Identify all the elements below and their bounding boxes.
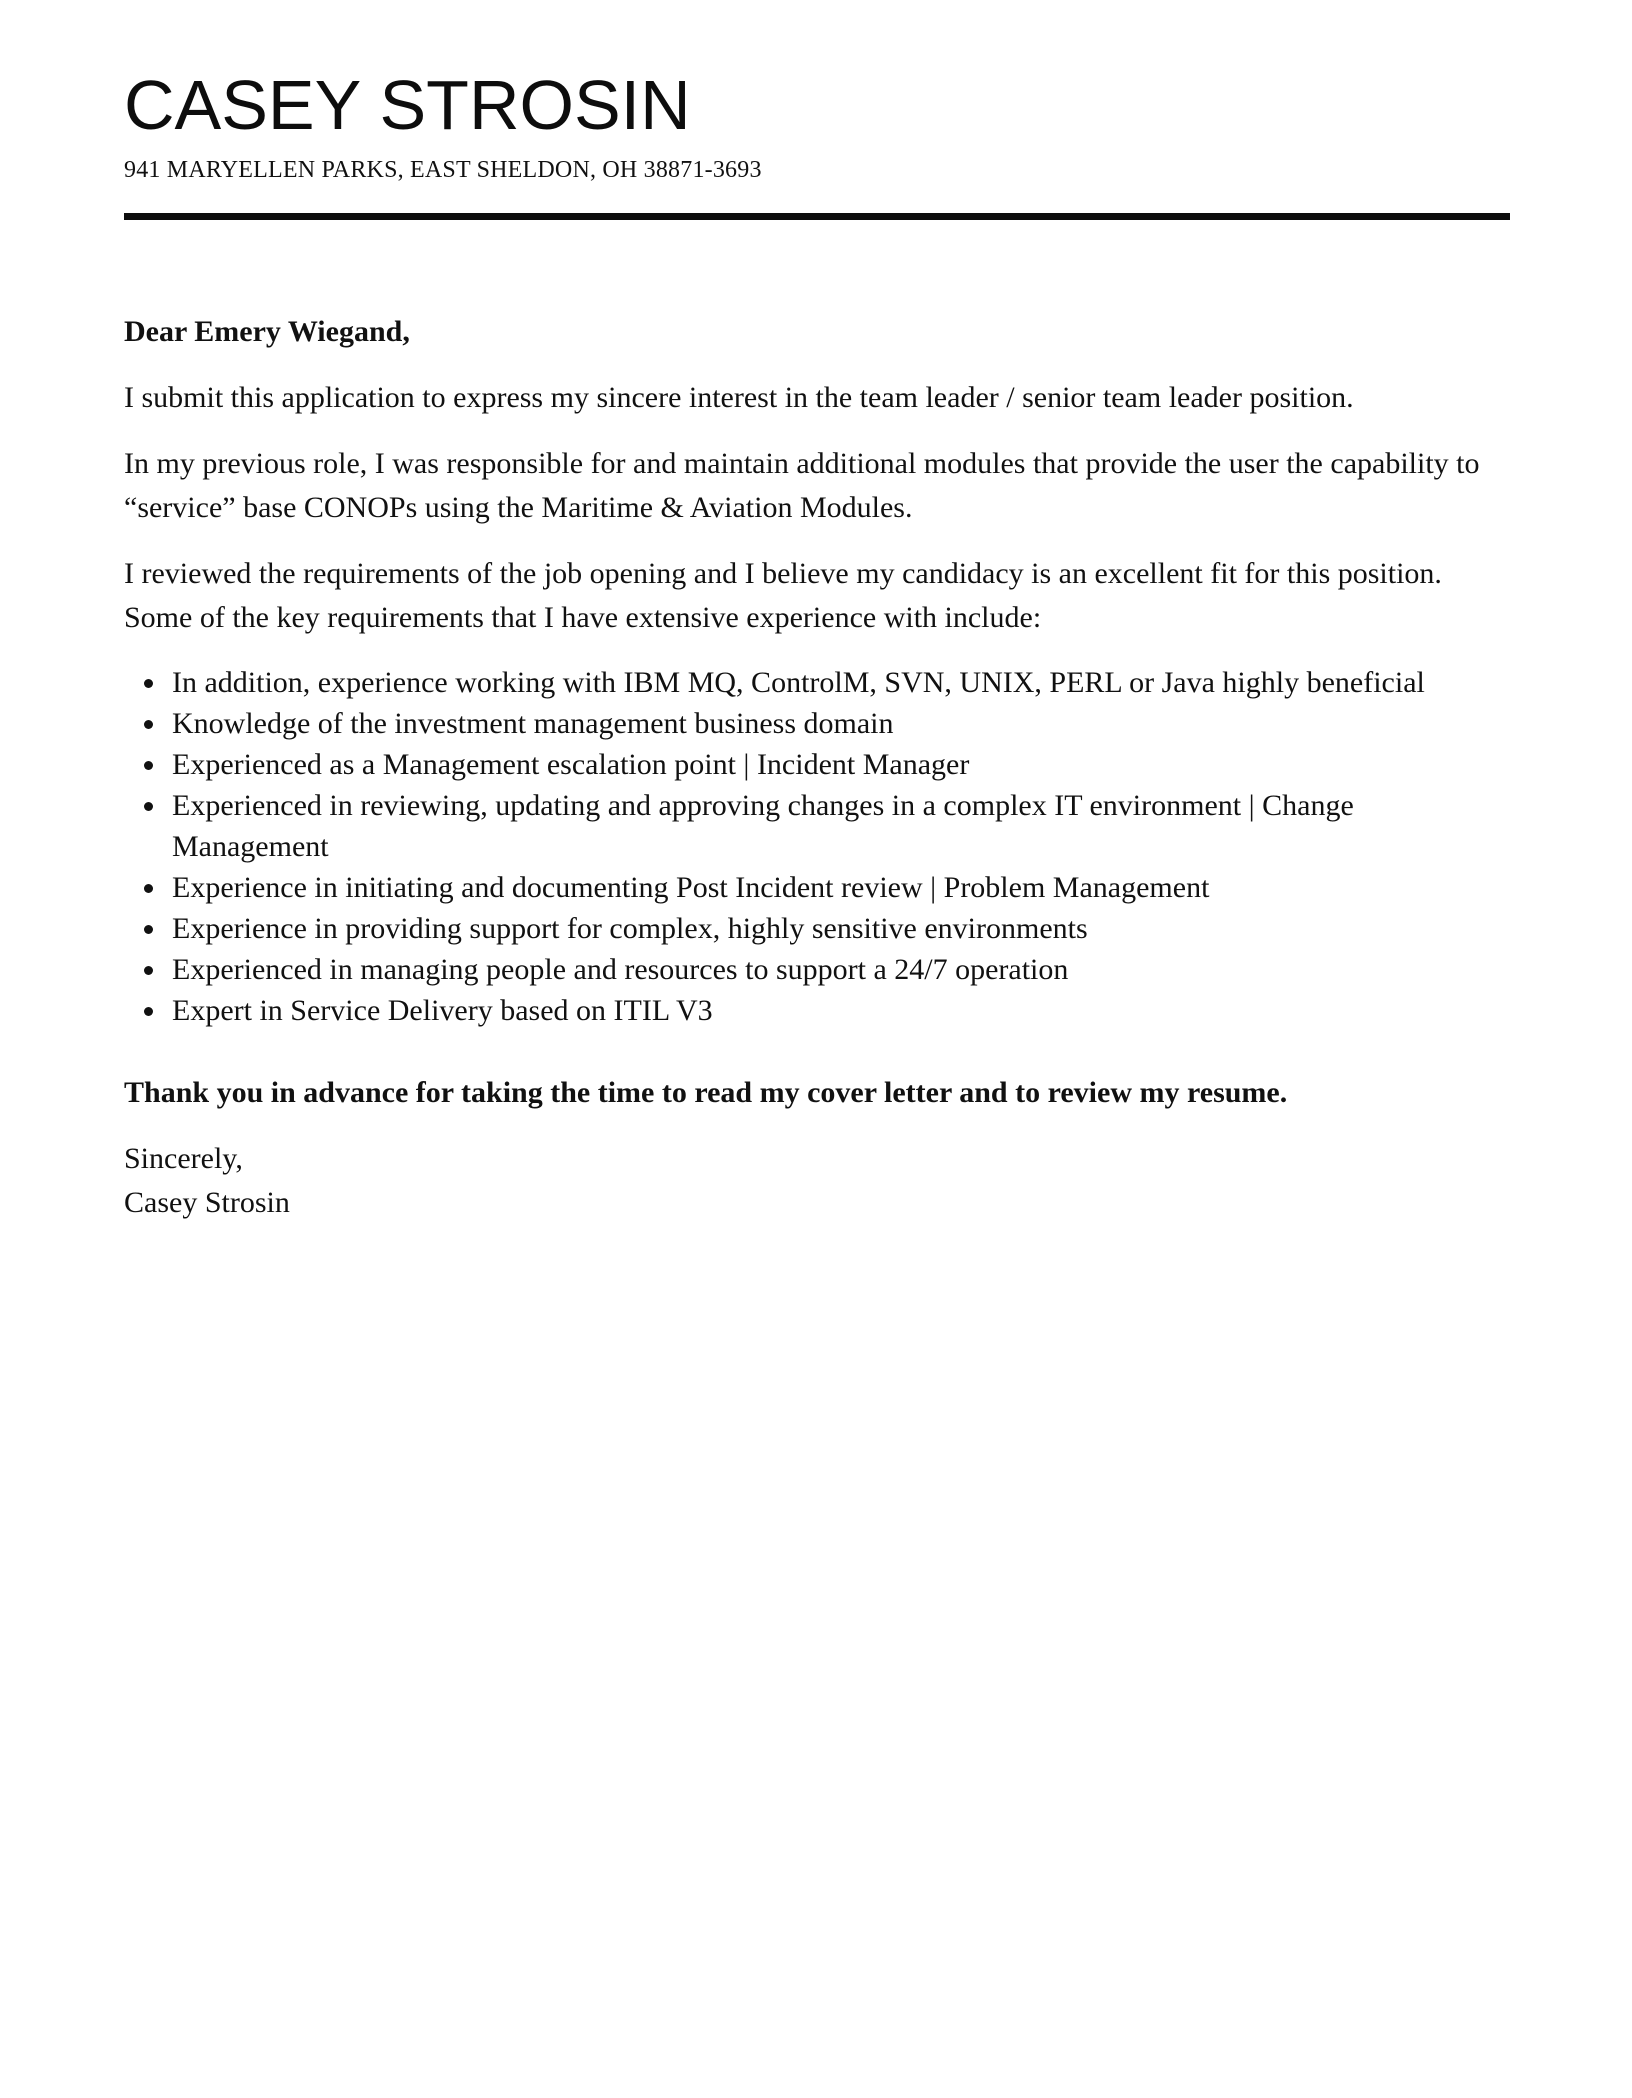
list-item: Expert in Service Delivery based on ITIL V3 (172, 990, 1510, 1031)
list-item: Experience in providing support for complex, highly sensitive environments (172, 908, 1510, 949)
list-item: Knowledge of the investment management business domain (172, 703, 1510, 744)
signature-name: Casey Strosin (124, 1185, 290, 1219)
applicant-name: CASEY STROSIN (124, 66, 691, 144)
list-item: In addition, experience working with IBM MQ, ControlM, SVN, UNIX, PERL or Java highly beneficial (172, 662, 1510, 703)
paragraph-previous-role: In my previous role, I was responsible for and maintain additional modules that provide the user the capability to “service” base CONOPs using the Maritime & Aviation Modules. (124, 446, 1480, 524)
paragraph-interest: I submit this application to express my sincere interest in the team leader / senior team leader position. (124, 380, 1354, 414)
signoff: Sincerely, (124, 1141, 243, 1175)
list-item: Experienced in reviewing, updating and approving changes in a complex IT environment | Change Management (172, 785, 1510, 867)
requirements-list (124, 662, 1510, 1031)
closing-statement: Thank you in advance for taking the time to read my cover letter and to review my resume. (124, 1075, 1288, 1109)
salutation: Dear Emery Wiegand, (124, 314, 410, 348)
applicant-address: 941 MARYELLEN PARKS, EAST SHELDON, OH 38871-3693 (124, 157, 762, 183)
list-item: Experienced as a Management escalation point | Incident Manager (172, 744, 1510, 785)
list-item: Experienced in managing people and resources to support a 24/7 operation (172, 949, 1510, 990)
header-divider (124, 213, 1510, 220)
letter-body (124, 310, 1510, 1225)
list-item: Experience in initiating and documenting Post Incident review | Problem Management (172, 867, 1510, 908)
paragraph-requirements-intro: I reviewed the requirements of the job opening and I believe my candidacy is an excellent fit for this position. Some of the key requirements that I have extensive experience with include: (124, 556, 1442, 634)
